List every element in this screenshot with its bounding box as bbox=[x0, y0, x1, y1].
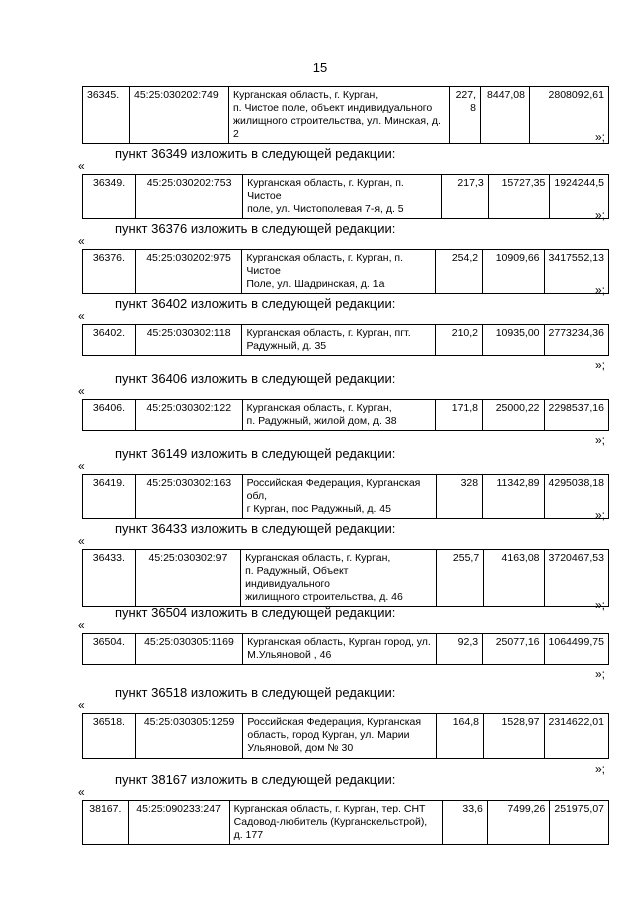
close-quote: »; bbox=[595, 762, 606, 776]
row-number: 36433. bbox=[83, 550, 136, 607]
table-row bbox=[82, 633, 609, 665]
area: 254,2 bbox=[436, 250, 483, 294]
row-number: 36402. bbox=[83, 325, 136, 356]
open-quote: « bbox=[78, 534, 85, 548]
address: Курганская область, г. Курган, п. Чистое поле, объект индивидуального жилищного строительства, ул. Минская, д. 2 bbox=[229, 87, 450, 144]
table-row bbox=[82, 474, 609, 519]
open-quote: « bbox=[78, 459, 85, 473]
cadastral-number: 45:25:030305:1169 bbox=[135, 634, 242, 665]
row-number: 38167. bbox=[83, 801, 129, 845]
open-quote: « bbox=[78, 309, 85, 323]
address: Курганская область, г. Курган, тер. СНТ Садовод-любитель (Курганскельстрой), д. 177 bbox=[229, 801, 443, 845]
item-heading: пункт 36376 изложить в следующей редакции: bbox=[115, 221, 396, 236]
area: 92,3 bbox=[437, 634, 483, 665]
address: Курганская область, г. Курган, п. Радужный, жилой дом, д. 38 bbox=[242, 400, 436, 431]
item-heading: пункт 36518 изложить в следующей редакции: bbox=[115, 685, 396, 700]
page-number: 15 bbox=[312, 60, 328, 75]
close-quote: »; bbox=[595, 358, 606, 372]
open-quote: « bbox=[78, 384, 85, 398]
open-quote: « bbox=[78, 618, 85, 632]
area: 33,6 bbox=[443, 801, 488, 845]
price-per-unit: 10935,00 bbox=[483, 325, 544, 356]
table-row bbox=[82, 249, 609, 294]
address: Курганская область, г. Курган, п. Радужный, Объект индивидуального жилищного строительства, д. 46 bbox=[241, 550, 437, 607]
item-heading: пункт 36349 изложить в следующей редакции: bbox=[115, 146, 396, 161]
table-row bbox=[82, 174, 609, 219]
item-heading: пункт 36149 изложить в следующей редакции: bbox=[115, 446, 396, 461]
area: 328 bbox=[437, 475, 483, 519]
item-heading: пункт 36406 изложить в следующей редакции: bbox=[115, 371, 396, 386]
cadastral-number: 45:25:030302:122 bbox=[135, 400, 242, 431]
address: Курганская область, г. Курган, п. Чистое поле, ул. Чистополевая 7-я, д. 5 bbox=[243, 175, 441, 219]
price-per-unit: 11342,89 bbox=[483, 475, 544, 519]
cadastral-value: 4295038,18 bbox=[544, 475, 608, 519]
address: Курганская область, г. Курган, п. Чистое Поле, ул. Шадринская, д. 1а bbox=[242, 250, 436, 294]
table-row bbox=[82, 86, 609, 144]
cadastral-number: 45:25:030202:749 bbox=[130, 87, 229, 144]
table-row bbox=[82, 713, 609, 759]
area: 171,8 bbox=[436, 400, 483, 431]
cadastral-number: 45:25:030302:97 bbox=[135, 550, 240, 607]
cadastral-number: 45:25:090233:247 bbox=[128, 801, 229, 845]
table-row bbox=[82, 324, 609, 356]
cadastral-number: 45:25:030302:118 bbox=[135, 325, 242, 356]
price-per-unit: 15727,35 bbox=[488, 175, 550, 219]
close-quote: »; bbox=[595, 433, 606, 447]
item-heading: пункт 38167 изложить в следующей редакции: bbox=[115, 772, 396, 787]
cadastral-value: 251975,07 bbox=[550, 801, 609, 845]
cadastral-value: 2808092,61 bbox=[530, 87, 609, 144]
address: Курганская область, г. Курган, пгт. Радужный, д. 35 bbox=[242, 325, 436, 356]
cadastral-number: 45:25:030305:1259 bbox=[135, 714, 243, 759]
cadastral-number: 45:25:030202:975 bbox=[135, 250, 242, 294]
table-row bbox=[82, 800, 609, 845]
table-row bbox=[82, 549, 609, 607]
row-number: 36419. bbox=[83, 475, 136, 519]
area: 164,8 bbox=[437, 714, 484, 759]
area: 217,3 bbox=[441, 175, 488, 219]
cadastral-value: 2298537,16 bbox=[544, 400, 608, 431]
item-heading: пункт 36433 изложить в следующей редакции: bbox=[115, 521, 396, 536]
cadastral-value: 1064499,75 bbox=[544, 634, 608, 665]
area: 255,7 bbox=[437, 550, 484, 607]
close-quote: »; bbox=[595, 208, 606, 222]
cadastral-value: 3720467,53 bbox=[544, 550, 608, 607]
cadastral-number: 45:25:030202:753 bbox=[136, 175, 243, 219]
price-per-unit: 7499,26 bbox=[487, 801, 550, 845]
price-per-unit: 1528,97 bbox=[483, 714, 544, 759]
cadastral-value: 1924244,5 bbox=[550, 175, 609, 219]
row-number: 36518. bbox=[83, 714, 136, 759]
cadastral-value: 2773234,36 bbox=[544, 325, 608, 356]
item-heading: пункт 36402 изложить в следующей редакции: bbox=[115, 296, 396, 311]
open-quote: « bbox=[78, 785, 85, 799]
close-quote: »; bbox=[595, 130, 606, 144]
row-number: 36504. bbox=[83, 634, 136, 665]
price-per-unit: 25000,22 bbox=[483, 400, 544, 431]
item-heading: пункт 36504 изложить в следующей редакции: bbox=[115, 605, 396, 620]
row-number: 36345. bbox=[83, 87, 130, 144]
cadastral-value: 2314622,01 bbox=[544, 714, 608, 759]
close-quote: »; bbox=[595, 598, 606, 612]
price-per-unit: 8447,08 bbox=[481, 87, 530, 144]
address: Курганская область, Курган город, ул. М.Ульяновой , 46 bbox=[243, 634, 437, 665]
table-row bbox=[82, 399, 609, 431]
close-quote: »; bbox=[595, 283, 606, 297]
price-per-unit: 10909,66 bbox=[483, 250, 544, 294]
cadastral-number: 45:25:030302:163 bbox=[135, 475, 242, 519]
row-number: 36376. bbox=[83, 250, 136, 294]
close-quote: »; bbox=[595, 667, 606, 681]
open-quote: « bbox=[78, 234, 85, 248]
open-quote: « bbox=[78, 159, 85, 173]
address: Российская Федерация, Курганская обл, г Курган, пос Радужный, д. 45 bbox=[242, 475, 437, 519]
row-number: 36349. bbox=[83, 175, 136, 219]
area: 227, 8 bbox=[450, 87, 481, 144]
open-quote: « bbox=[78, 698, 85, 712]
cadastral-value: 3417552,13 bbox=[544, 250, 608, 294]
close-quote: »; bbox=[595, 508, 606, 522]
address: Российская Федерация, Курганская область, город Курган, ул. Марии Ульяновой, дом № 30 bbox=[243, 714, 437, 759]
price-per-unit: 4163,08 bbox=[484, 550, 544, 607]
area: 210,2 bbox=[436, 325, 483, 356]
row-number: 36406. bbox=[83, 400, 136, 431]
price-per-unit: 25077,16 bbox=[483, 634, 544, 665]
